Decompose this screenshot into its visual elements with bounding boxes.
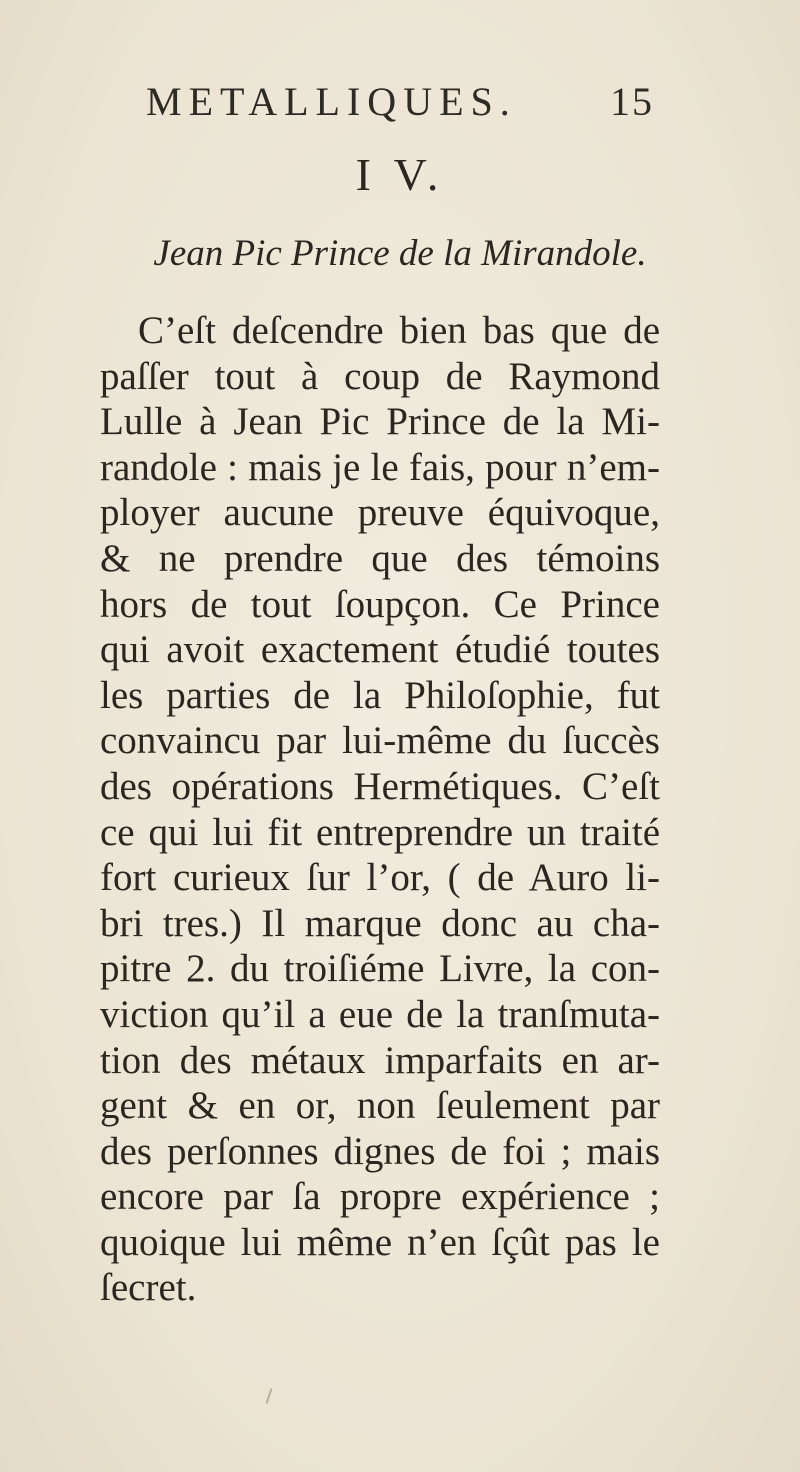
text-line: tion des métaux imparfaits en ar- — [100, 1038, 660, 1082]
text-line: ployer aucune preuve équivoque, — [100, 491, 660, 535]
text-line: ce qui lui fit entreprendre un traité — [100, 810, 660, 854]
text-line: viction qu’il a eue de la tranſmuta- — [100, 992, 660, 1036]
text-line: ſecret. — [100, 1266, 197, 1310]
text-line: pitre 2. du troiſiéme Livre, la con- — [100, 947, 660, 991]
page-number: 15 — [610, 79, 654, 124]
text-line: qui avoit exactement étudié toutes — [100, 628, 660, 672]
text-line: bri tres.) Il marque donc au cha- — [100, 901, 660, 945]
paper-mark — [266, 1388, 273, 1404]
text-line: convaincu par lui-même du ſuccès — [100, 719, 660, 763]
section-number: I V. — [355, 149, 445, 200]
text-line: C’eſt deſcendre bien bas que de — [138, 309, 660, 352]
body-text — [100, 308, 660, 1311]
text-line: gent & en or, non ſeulement par — [100, 1084, 660, 1128]
text-line: Lulle à Jean Pic Prince de la Mi- — [100, 400, 660, 444]
page-header — [140, 72, 660, 132]
text-line: hors de tout ſoupçon. Ce Prince — [100, 582, 660, 626]
text-line: & ne prendre que des témoins — [100, 536, 660, 580]
text-line: paſſer tout à coup de Raymond — [100, 354, 660, 398]
text-line: randole : mais je le fais, pour n’em- — [100, 445, 660, 489]
text-line: des perſonnes dignes de foi ; mais — [100, 1129, 660, 1173]
text-line: quoique lui même n’en ſçût pas le — [100, 1220, 660, 1264]
text-line: des opérations Hermétiques. C’eſt — [100, 764, 660, 808]
text-line: encore par ſa propre expérience ; — [100, 1175, 660, 1219]
text-line: les parties de la Philoſophie, fut — [100, 673, 660, 717]
running-title: METALLIQUES. — [146, 79, 517, 124]
text-line: fort curieux ſur l’or, ( de Auro li- — [100, 856, 660, 900]
section-title: Jean Pic Prince de la Mirandole. — [153, 233, 647, 274]
